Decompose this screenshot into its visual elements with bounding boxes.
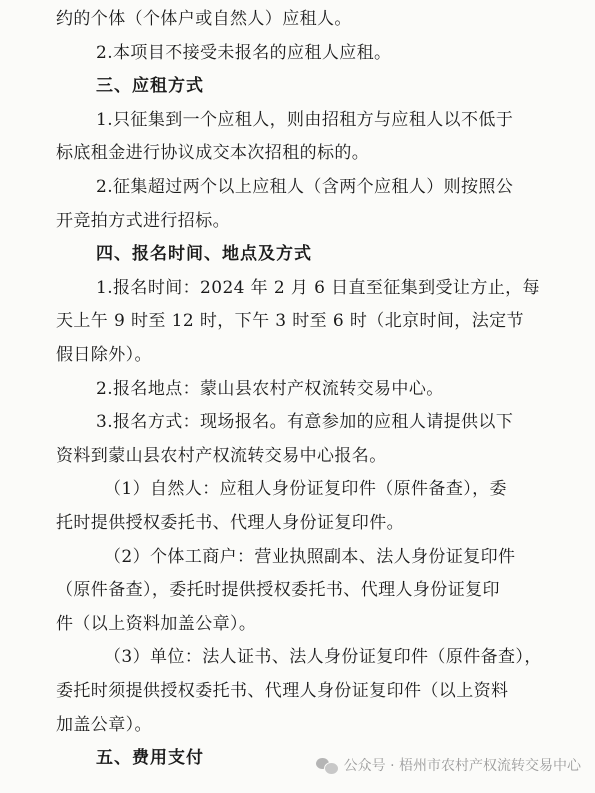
- text-line: 1.只征集到一个应租人，则由招租方与应租人以不低于: [96, 109, 514, 130]
- text-line: 2.本项目不接受未报名的应租人应租。: [96, 42, 392, 63]
- text-line: （1）自然人：应租人身份证复印件（原件备查），委: [104, 479, 507, 500]
- section-heading: 五、费用支付: [96, 748, 204, 769]
- text-line: 资料到蒙山县农村产权流转交易中心报名。: [56, 445, 387, 466]
- text-line: 约的个体（个体户或自然人）应租人。: [56, 9, 352, 29]
- section-heading: 三、应租方式: [96, 76, 204, 97]
- text-line: 开竞拍方式进行招标。: [56, 210, 230, 231]
- text-line: 假日除外）。: [56, 345, 152, 365]
- wechat-icon: [316, 756, 338, 774]
- text-line: 标底租金进行协议成交本次招租的标的。: [56, 143, 370, 164]
- text-line: 托时提供授权委托书、代理人身份证复印件。: [56, 513, 404, 533]
- text-line: 委托时须提供授权委托书、代理人身份证复印件（以上资料: [56, 681, 509, 701]
- text-line: 2.报名地点：蒙山县农村产权流转交易中心。: [96, 378, 444, 399]
- text-line: （2）个体工商户：营业执照副本、法人身份证复印件: [104, 546, 516, 567]
- wechat-watermark: [316, 751, 581, 779]
- watermark-text: 公众号 · 梧州市农村产权流转交易中心: [343, 758, 581, 774]
- text-line: 3.报名方式：现场报名。有意参加的应租人请提供以下: [96, 412, 514, 433]
- text-line: 加盖公章）。: [56, 714, 152, 735]
- text-line: 天上午 9 时至 12 时，下午 3 时至 6 时（北京时间，法定节: [56, 311, 524, 332]
- text-line: （3）单位：法人证书、法人身份证复印件（原件备查），: [104, 647, 542, 668]
- text-line: （原件备查），委托时提供授权委托书、代理人身份证复印: [56, 580, 500, 601]
- section-heading: 四、报名时间、地点及方式: [96, 244, 312, 265]
- text-line: 2.征集超过两个以上应租人（含两个应租人）则按照公: [96, 177, 514, 197]
- text-line: 1.报名时间：2024 年 2 月 6 日直至征集到受让方止，每: [96, 277, 540, 298]
- text-line: 件（以上资料加盖公章）。: [56, 613, 257, 634]
